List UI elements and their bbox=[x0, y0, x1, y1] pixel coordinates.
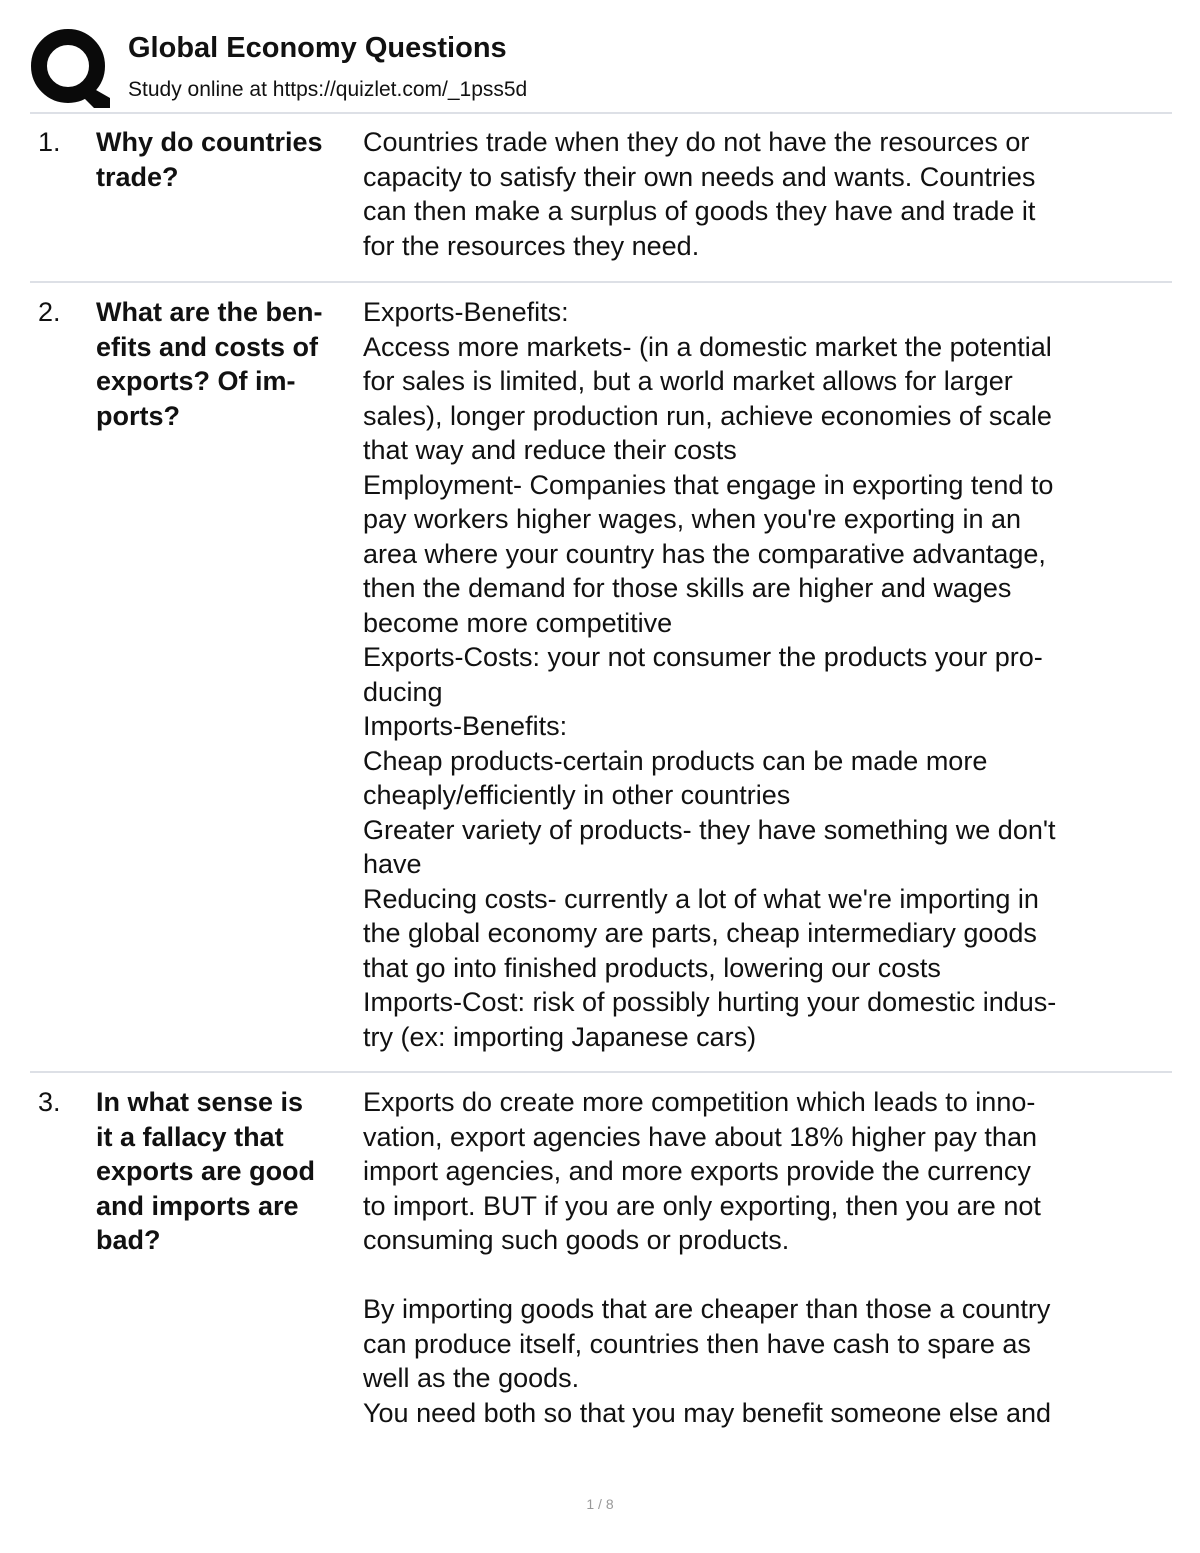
definition-line: sales), longer production run, achieve economies of scale bbox=[363, 400, 1052, 431]
quizlet-logo-icon bbox=[30, 28, 110, 108]
definition-line: pay workers higher wages, when you're exporting in an bbox=[363, 504, 1022, 534]
definition-line: You need both so that you may benefit someone else and bbox=[363, 1397, 1051, 1428]
term-line: efits and costs of bbox=[96, 331, 319, 362]
definition-line: the global economy are parts, cheap intermediary goods bbox=[363, 918, 1037, 948]
term-line: bad? bbox=[96, 1225, 161, 1255]
divider bbox=[30, 112, 1172, 114]
definition-line: Countries trade when they do not have the resources or bbox=[363, 127, 1030, 157]
term-line: In what sense is bbox=[96, 1087, 304, 1117]
definition-line: capacity to satisfy their own needs and wants. Countries bbox=[363, 161, 1036, 192]
definition-line: Imports-Benefits: bbox=[363, 711, 568, 741]
definition-line: Employment- Companies that engage in exporting tend to bbox=[363, 469, 1054, 500]
term-line: it a fallacy that bbox=[96, 1121, 284, 1152]
definition-line: that go into finished products, lowering our costs bbox=[363, 952, 941, 983]
definition-line: that way and reduce their costs bbox=[363, 435, 737, 465]
card-number: 1. bbox=[38, 127, 61, 157]
definition-line: area where your country has the comparative advantage, bbox=[363, 538, 1046, 569]
term-line: Why do countries bbox=[96, 127, 323, 157]
page-title: Global Economy Questions bbox=[128, 32, 507, 64]
definition-line: import agencies, and more exports provide the currency bbox=[363, 1156, 1031, 1186]
card-definition bbox=[363, 295, 1175, 1054]
divider bbox=[30, 281, 1172, 283]
definition-line: then the demand for those skills are higher and wages bbox=[363, 573, 1012, 603]
card-number: 3. bbox=[38, 1087, 61, 1117]
definition-line: well as the goods. bbox=[363, 1363, 580, 1393]
term-line: exports? Of im- bbox=[96, 366, 296, 396]
definition-line: can then make a surplus of goods they have and trade it bbox=[363, 196, 1036, 226]
header bbox=[30, 28, 1180, 108]
definition-line: Greater variety of products- they have something we don't bbox=[363, 814, 1056, 845]
definition-line: can produce itself, countries then have cash to spare as bbox=[363, 1328, 1031, 1359]
divider bbox=[30, 1071, 1172, 1073]
card-term bbox=[96, 1085, 358, 1258]
definition-line: Reducing costs- currently a lot of what we're importing in bbox=[363, 883, 1039, 914]
page-indicator: 1 / 8 bbox=[586, 1496, 614, 1512]
term-line: trade? bbox=[96, 161, 179, 192]
definition-line: Exports do create more competition which leads to inno- bbox=[363, 1087, 1036, 1117]
term-line: What are the ben- bbox=[96, 297, 323, 327]
card-term bbox=[96, 295, 358, 433]
definition-line: ducing bbox=[363, 676, 443, 707]
term-line: ports? bbox=[96, 400, 180, 431]
definition-line: Imports-Cost: risk of possibly hurting your domestic indus- bbox=[363, 987, 1057, 1017]
card-number: 2. bbox=[38, 297, 61, 327]
card-definition bbox=[363, 125, 1175, 263]
definition-line: for the resources they need. bbox=[363, 230, 700, 261]
term-line: exports are good bbox=[96, 1156, 316, 1186]
definition-line: Access more markets- (in a domestic market the potential bbox=[363, 331, 1052, 362]
definition-line: cheaply/efficiently in other countries bbox=[363, 780, 791, 810]
definition-line: vation, export agencies have about 18% higher pay than bbox=[363, 1121, 1037, 1152]
definition-line: try (ex: importing Japanese cars) bbox=[363, 1021, 757, 1052]
definition-line bbox=[363, 1258, 1175, 1293]
definition-line: for sales is limited, but a world market allows for larger bbox=[363, 366, 1013, 396]
definition-line: to import. BUT if you are only exporting, then you are not bbox=[363, 1190, 1041, 1221]
definition-line: consuming such goods or products. bbox=[363, 1225, 790, 1255]
definition-line: Exports-Costs: your not consumer the products your pro- bbox=[363, 642, 1043, 672]
definition-line: have bbox=[363, 849, 422, 879]
definition-line: become more competitive bbox=[363, 607, 673, 638]
term-line: and imports are bbox=[96, 1190, 299, 1221]
definition-line: By importing goods that are cheaper than those a country bbox=[363, 1294, 1051, 1324]
card-term bbox=[96, 125, 358, 194]
study-link-text: Study online at https://quizlet.com/_1pss5d bbox=[128, 78, 528, 101]
definition-line: Cheap products-certain products can be made more bbox=[363, 745, 988, 776]
card-definition bbox=[363, 1085, 1175, 1430]
definition-line: Exports-Benefits: bbox=[363, 297, 569, 327]
